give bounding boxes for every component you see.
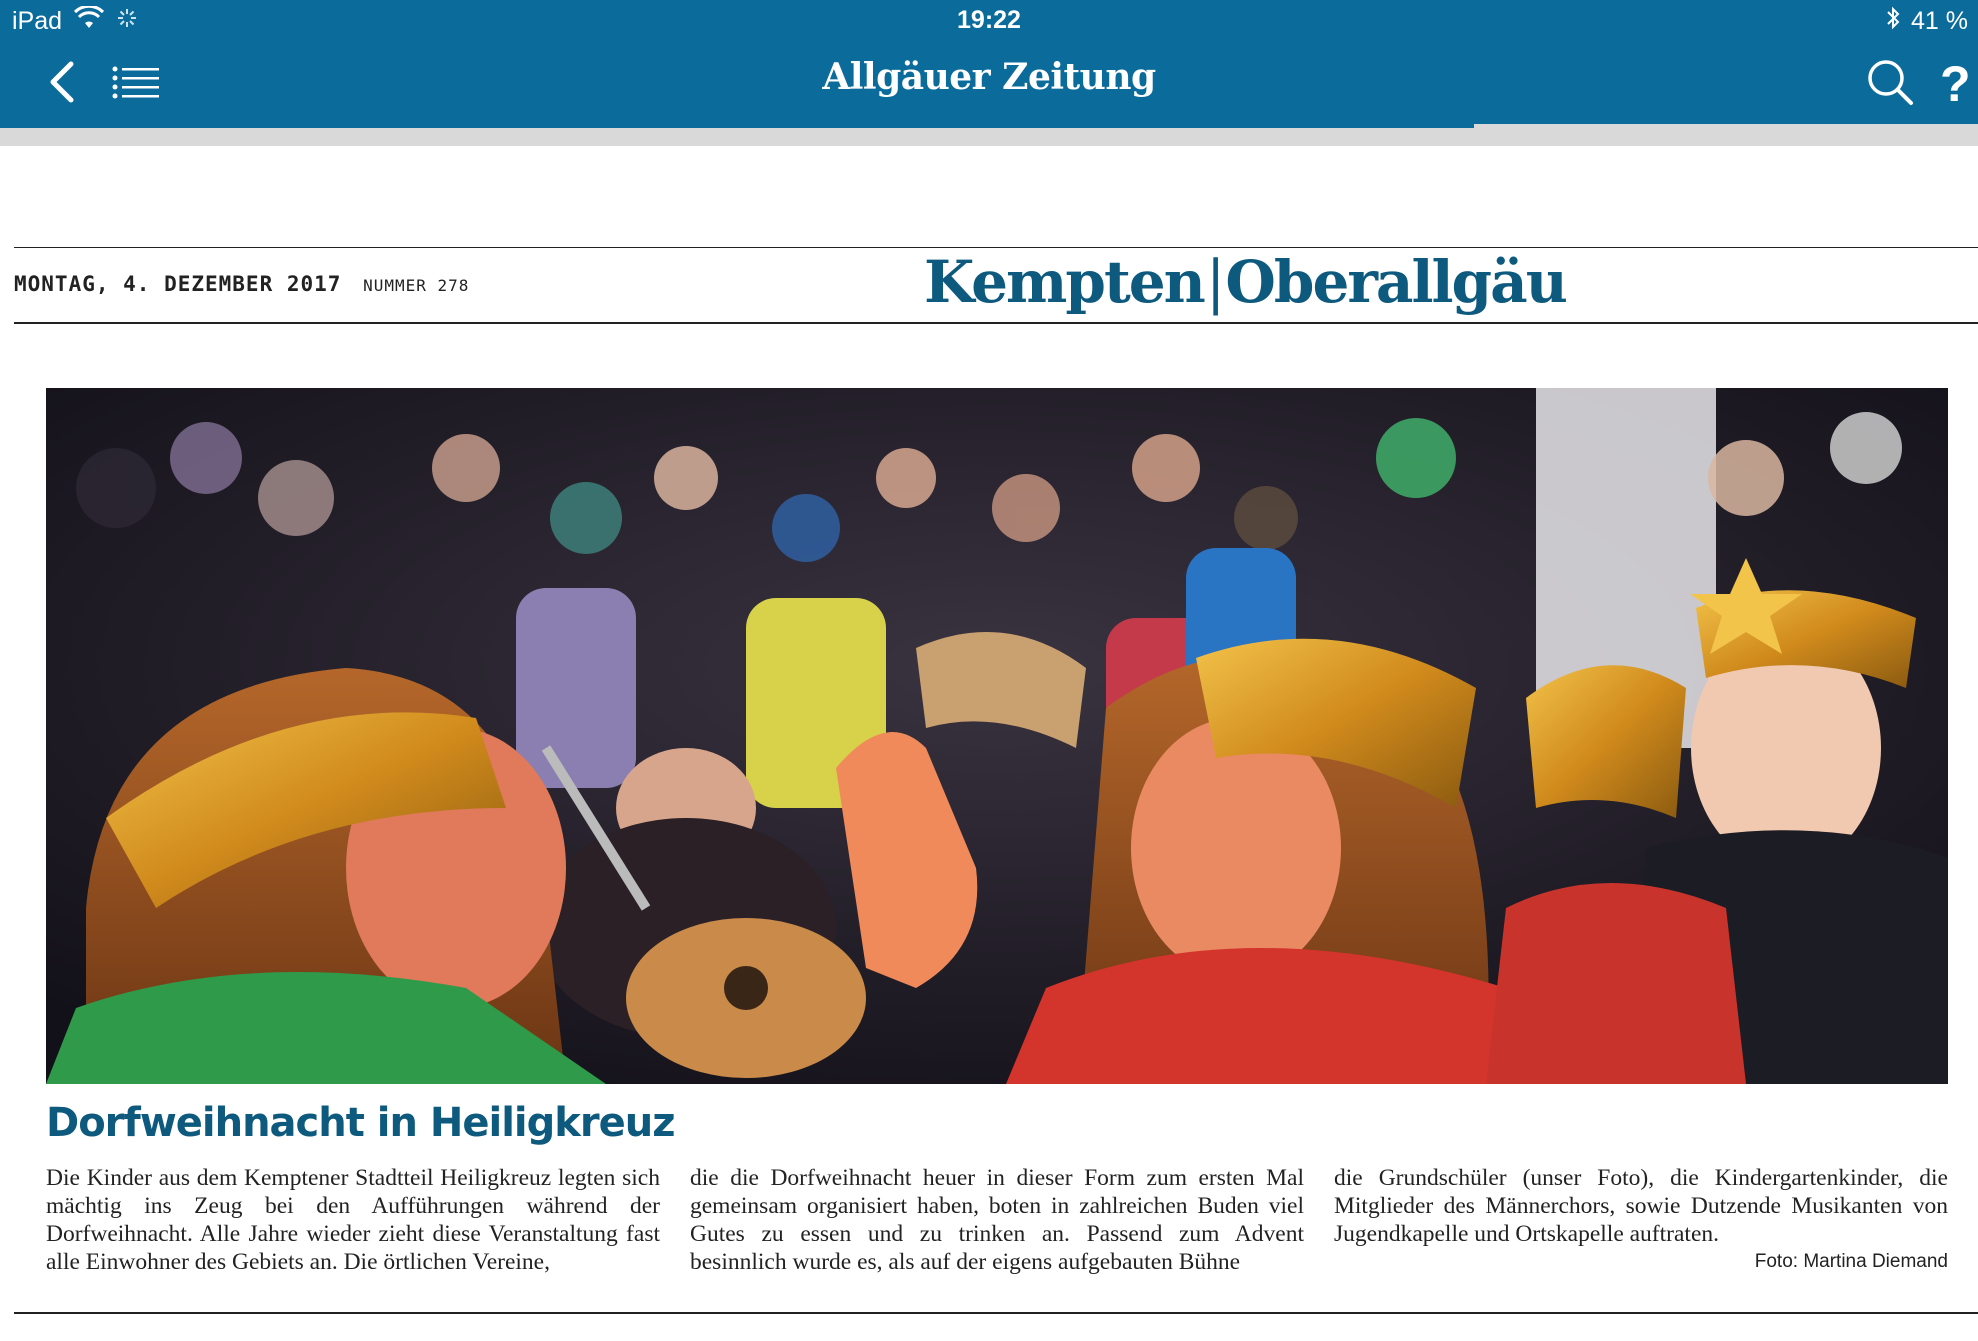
article-column-2: die die Dorfweihnacht heuer in dieser Form zum ersten Mal gemeinsam organisiert haben, boten in zahlreichen Buden viel Gutes zu essen und zu trinken an. Passend zum Advent besinnlich wurde es, als auf der eigens aufgebauten Bühne — [690, 1165, 1304, 1275]
header-rule-bottom — [14, 322, 1978, 324]
help-button[interactable] — [1940, 56, 1978, 112]
article-photo-illustration — [46, 388, 1948, 1084]
footer-rule — [14, 1312, 1978, 1314]
battery-level: 41 % — [1911, 7, 1968, 35]
article-column-1: Die Kinder aus dem Kemptener Stadtteil Heiligkreuz legten sich mächtig ins Zeug bei den Aufführungen während der Dorfweihnacht. Alle Jahre wieder zieht diese Veranstaltung fast alle Einwohner des Gebiets an. Die örtlichen Vereine, — [46, 1165, 660, 1275]
nav-bar — [0, 42, 1978, 124]
reading-progress-track — [0, 124, 1978, 146]
article-photo[interactable] — [46, 388, 1948, 1084]
dateline — [14, 272, 469, 296]
status-bar — [0, 0, 1978, 42]
section-title-right: Oberallgäu — [1225, 248, 1566, 316]
section-title-left: Kempten — [924, 248, 1204, 316]
search-button[interactable] — [1862, 56, 1918, 112]
article-headline: Dorfweihnacht in Heiligkreuz — [46, 1100, 675, 1146]
bluetooth-icon — [1885, 6, 1901, 37]
app-title: Allgäuer Zeitung — [822, 56, 1156, 98]
reading-progress-fill — [0, 124, 1474, 128]
device-label: iPad — [12, 7, 63, 35]
section-title — [924, 248, 1566, 316]
photo-credit: Foto: Martina Diemand — [1754, 1251, 1948, 1272]
status-time: 19:22 — [957, 6, 1021, 34]
help-icon: ? — [1940, 56, 1971, 112]
top-bar — [0, 0, 1978, 124]
section-title-separator: | — [1205, 248, 1224, 316]
issue-date: MONTAG, 4. DEZEMBER 2017 — [14, 272, 342, 296]
issue-number: NUMMER 278 — [363, 276, 470, 295]
search-icon — [1866, 58, 1914, 111]
article-column-3: die Grundschüler (unser Foto), die Kindergartenkinder, die Mitglieder des Männerchors, sowie Dutzende Musikanten von Jugendkapelle und Ortskapelle auftraten. — [1334, 1165, 1948, 1247]
